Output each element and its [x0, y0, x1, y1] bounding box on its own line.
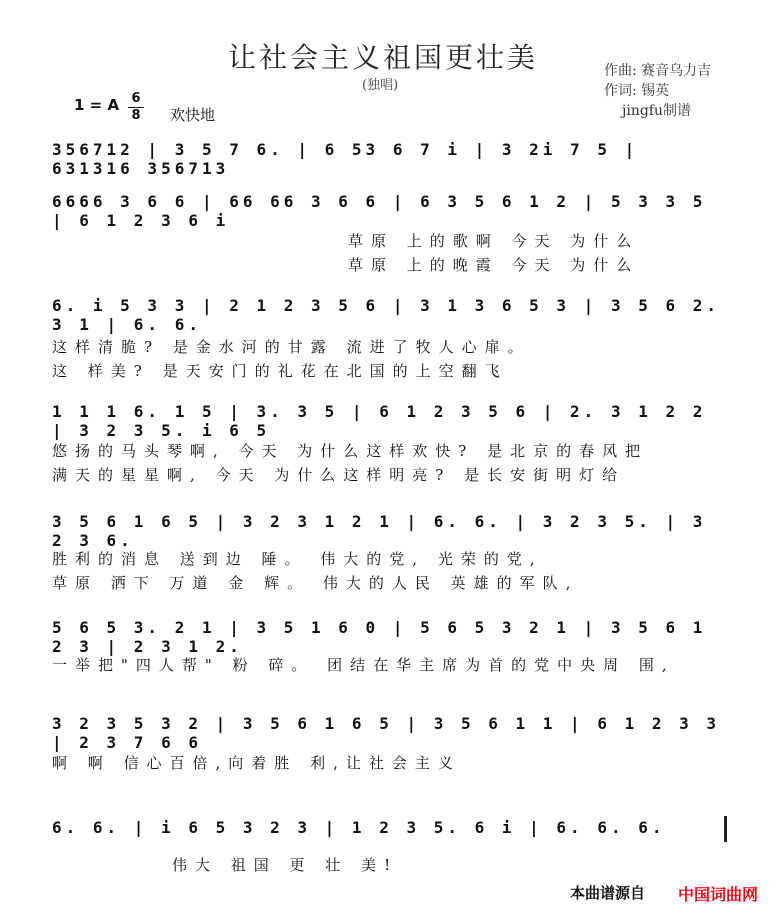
arranger-credit: jingfu制谱 [622, 103, 691, 119]
composer-credit: 作曲: 赛音乌力吉 [604, 63, 712, 79]
lyric-verse-1: 悠扬的马头琴啊, 今天 为什么这样欢快? 是北京的春风把 [52, 442, 649, 460]
notation: 3 5 6 1 6 5 | 3 2 3 1 2 1 | 6. 6. | 3 2 3 5. | 3 2 3 6. [52, 512, 707, 550]
song-title: 让社会主义祖国更壮美 [228, 41, 539, 74]
time-signature [128, 92, 144, 123]
lyric-line: 一举把"四人帮" 粉 碎。 团结在华主席为首的党中央周 围, [52, 656, 675, 674]
notation: 1 1 1 6. 1 5 | 3. 3 5 | 6 1 2 3 5 6 | 2. 3 1 2 2 | 3 2 3 5. i 6 5 [52, 402, 707, 440]
final-barline [724, 816, 727, 842]
notation: 356712 | 3 5 7 6. | 6 53 6 7 i | 3 2i 7 5 | 631316 356713 [52, 140, 639, 178]
lyric-verse-2: 这 样美? 是天安门的礼花在北国的上空翻飞 [52, 362, 508, 380]
lyric-verse-2: 草原 上的晚霞 今天 为什么 [348, 256, 640, 274]
lyric-verse-1: 草原 上的歌啊 今天 为什么 [348, 232, 640, 250]
lyric-verse-2: 草原 洒下 万道 金 辉。 伟大的人民 英雄的军队, [52, 574, 579, 592]
song-subtitle: (独唱) [362, 78, 399, 93]
notation: 6. 6. | i 6 5 3 2 3 | 1 2 3 5. 6 i | 6. 6. 6. [52, 818, 666, 837]
notation: 5 6 5 3. 2 1 | 3 5 1 6 0 | 5 6 5 3 2 1 | 3 5 6 1 2 3 | 2 3 1 2. [52, 618, 707, 656]
time-denominator: 8 [131, 108, 141, 123]
footer-site-logo[interactable]: 中国词曲网 [678, 885, 759, 904]
footer-source: 本曲谱源自 [570, 884, 646, 902]
lyric-verse-1: 胜利的消息 送到边 陲。 伟大的党, 光荣的党, [52, 550, 543, 568]
notation: 3 2 3 5 3 2 | 3 5 6 1 6 5 | 3 5 6 1 1 | 6 1 2 3 3 | 2 3 7 6 6 [52, 714, 721, 752]
notation: 6666 3 6 6 | 66 66 3 6 6 | 6 3 5 6 1 2 | 5 3 3 5 | 6 1 2 3 6 i [52, 192, 707, 230]
time-numerator: 6 [131, 91, 141, 106]
notation: 6. i 5 3 3 | 2 1 2 3 5 6 | 3 1 3 6 5 3 | 3 5 6 2. 3 1 | 6. 6. [52, 296, 721, 334]
lyric-line: 伟大 祖国 更 壮 美! [172, 856, 399, 874]
lyric-verse-1: 这样清脆? 是金水河的甘露 流进了牧人心扉。 [52, 338, 531, 356]
lyricist-credit: 作词: 锡英 [604, 83, 670, 99]
tempo-marking: 欢快地 [170, 106, 216, 124]
key-signature: 1 = A [74, 96, 120, 114]
lyric-line: 啊 啊 信心百倍,向着胜 利,让社会主义 [52, 754, 461, 772]
lyric-verse-2: 满天的星星啊, 今天 为什么这样明亮? 是长安街明灯给 [52, 466, 626, 484]
